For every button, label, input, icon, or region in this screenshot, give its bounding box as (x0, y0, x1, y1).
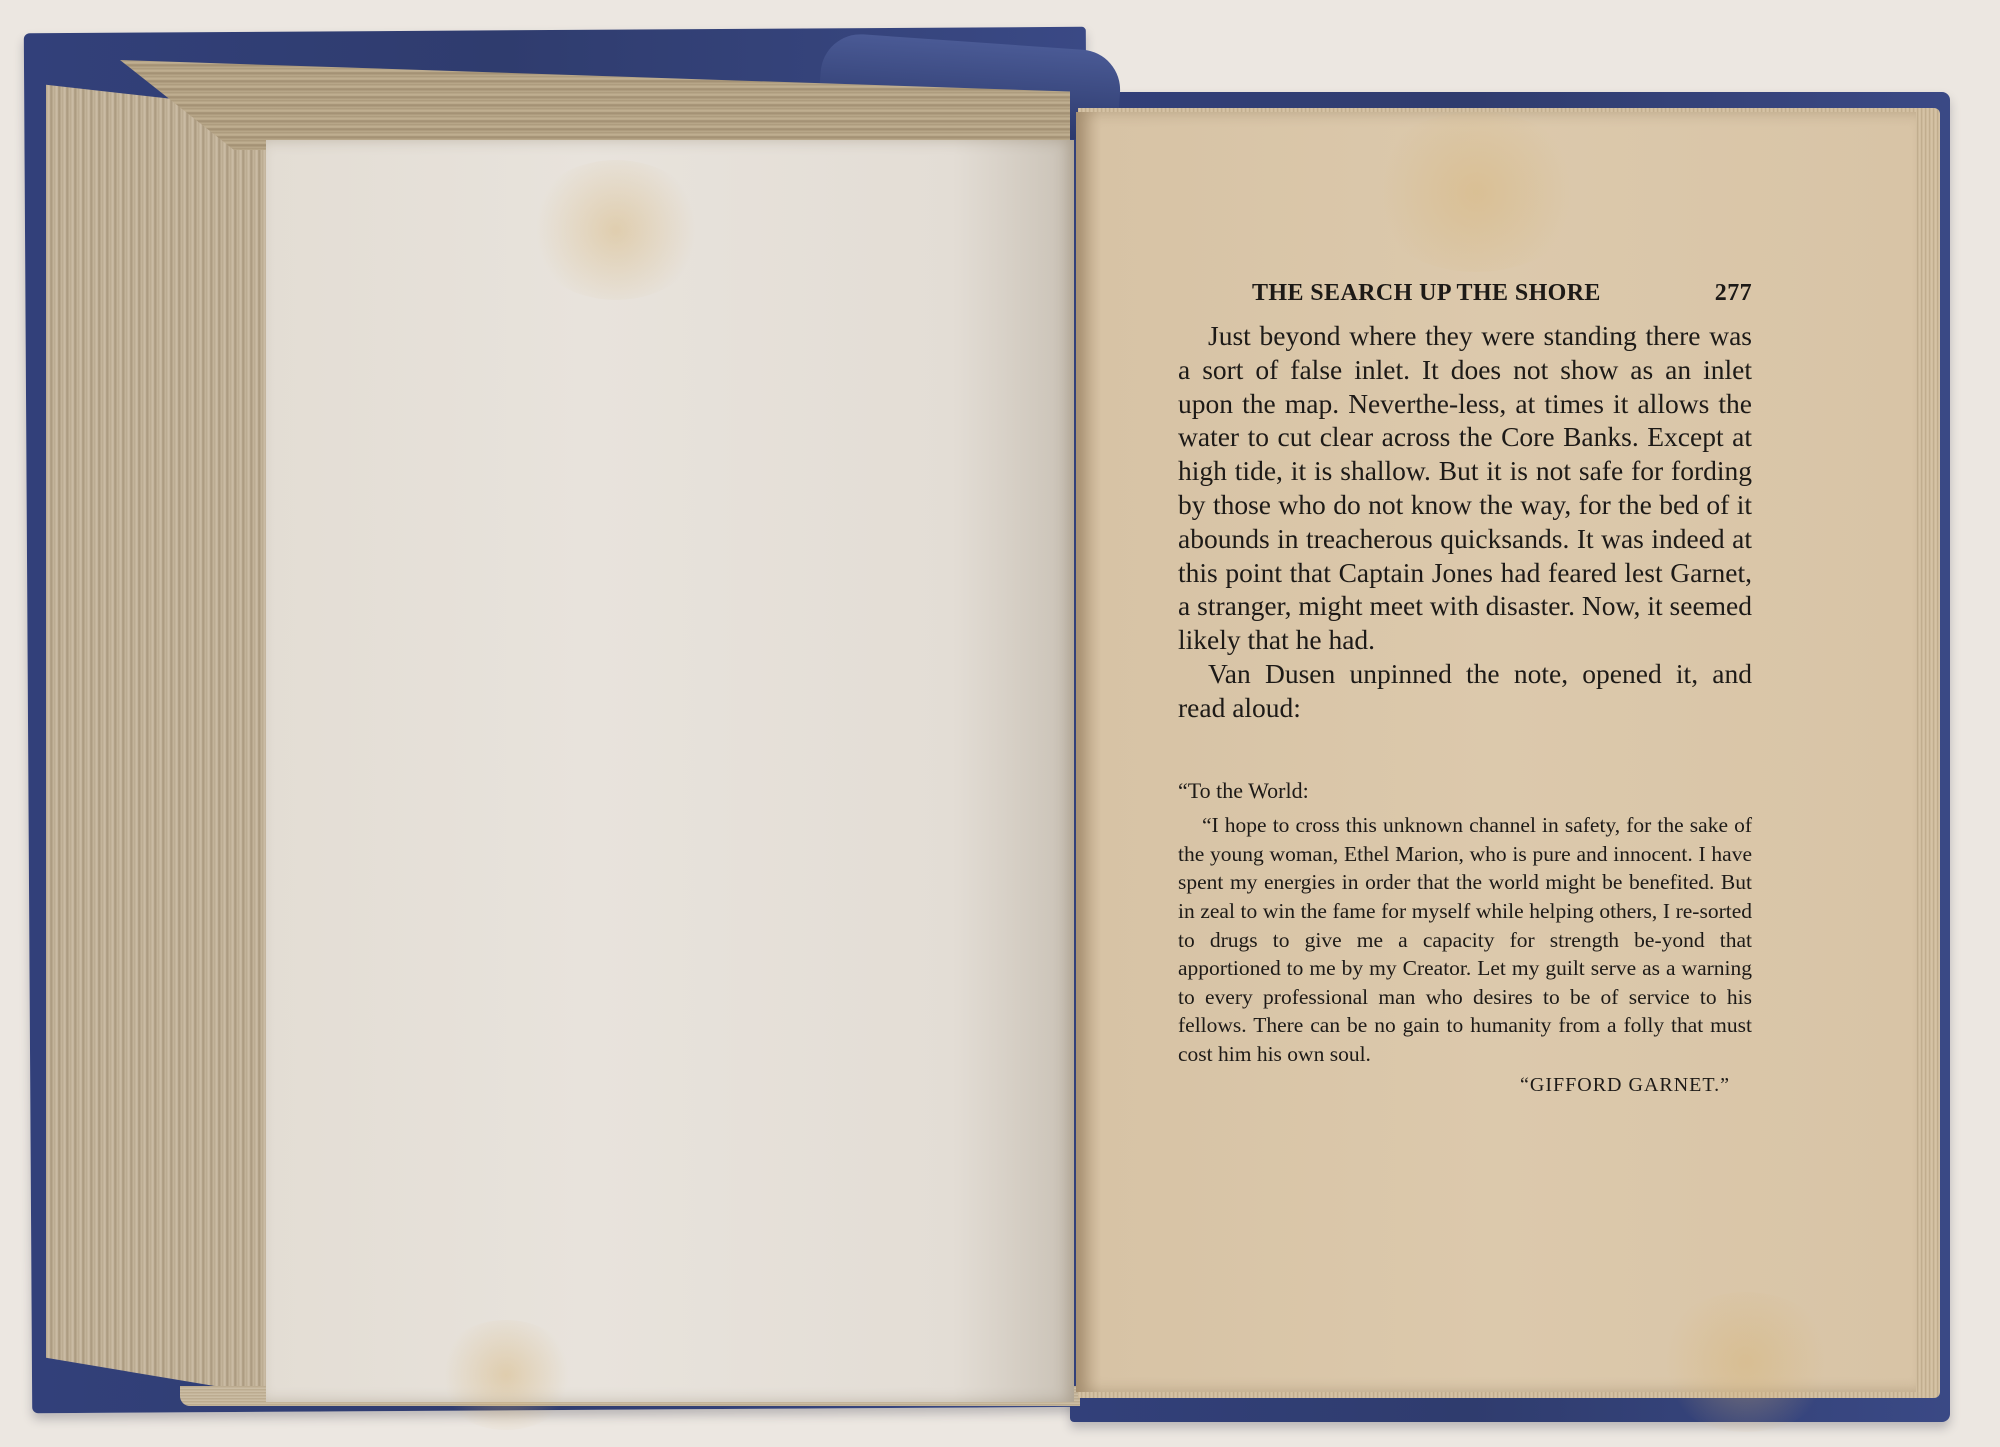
foxing-stain (1366, 112, 1586, 272)
foxing-stain (526, 160, 706, 300)
quoted-letter (1178, 777, 1752, 1100)
body-paragraph: Van Dusen unpinned the note, opened it, and read aloud: (1178, 657, 1752, 723)
letter-salutation: “To the World: (1178, 777, 1309, 803)
letter-signature: “GIFFORD GARNET.” (1520, 1073, 1730, 1096)
left-blank-page (266, 140, 1074, 1402)
body-paragraph: Just beyond where they were standing there was a sort of false inlet. It does not show as an inlet upon the map. Neverthe-less, at times it allows the water to cut clear across the Core Banks. Except at high tide, it is shallow. But it is not safe for fording by those who do not know the way, for the bed of it abounds in treacherous quicksands. It was indeed at this point that Captain Jones had feared lest Garnet, a stranger, might meet with disaster. Now, it seemed likely that he had. (1178, 320, 1752, 656)
page-block-left-edge (46, 58, 286, 1398)
page-text (1178, 280, 1752, 1099)
page-number: 277 (1714, 280, 1752, 306)
foxing-stain (436, 1320, 576, 1430)
running-head-title: THE SEARCH UP THE SHORE (1252, 280, 1601, 306)
running-head (1252, 280, 1752, 307)
letter-body: “I hope to cross this unknown channel in safety, for the sake of the young woman, Ethel Marion, who is pure and innocent. I have spent my energies in order that the world might be benefited. But in zeal to win the fame for myself while helping others, I re-sorted to drugs to give me a capacity for strength be-yond that apportioned to me by my Creator. Let my guilt serve as a warning to every professional man who desires to be of service to his fellows. There can be no gain to humanity from a folly that must cost him his own soul. (1178, 813, 1752, 1066)
foxing-stain (1656, 1292, 1836, 1432)
